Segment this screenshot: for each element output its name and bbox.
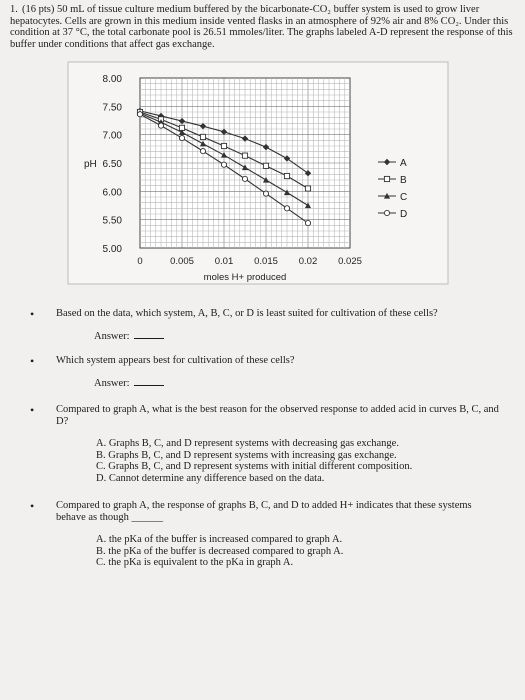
y-tick-label: 6.50 (102, 159, 122, 170)
x-tick-label: 0.02 (298, 256, 318, 267)
question-4 (30, 500, 500, 569)
x-tick-label: 0.01 (214, 256, 234, 267)
legend-label: D (400, 209, 408, 220)
question-intro (10, 4, 515, 50)
y-tick-label: 8.00 (102, 74, 122, 85)
data-point (221, 162, 226, 167)
y-tick-label: 6.00 (102, 187, 122, 199)
option-b: B. the pKa of the buffer is decreased compared to graph A. (96, 545, 344, 557)
bullet: • (30, 499, 35, 513)
x-tick-label: 0 (137, 256, 143, 267)
data-point (284, 173, 289, 178)
ph-chart-svg (60, 60, 460, 290)
data-point (242, 176, 247, 181)
answer-label: Answer: (94, 331, 130, 342)
option-list (56, 438, 500, 484)
question-3 (30, 404, 500, 484)
answer-line (56, 330, 500, 343)
option-d: D. Cannot determine any difference based on the data. (96, 472, 325, 484)
legend-label: C (400, 192, 408, 203)
data-point (263, 163, 268, 168)
x-tick-label: 0.005 (170, 256, 194, 267)
x-tick-label: 0.025 (338, 256, 362, 267)
legend-label: A (400, 158, 407, 169)
option-b: B. Graphs B, C, and D represent systems with increasing gas exchange. (96, 449, 397, 461)
option-list (56, 534, 500, 569)
y-tick-label: 5.00 (102, 244, 122, 255)
legend-marker (384, 210, 389, 215)
data-point (221, 143, 226, 148)
data-point (158, 123, 163, 128)
bullet: • (30, 307, 35, 321)
answer-blank[interactable] (134, 330, 164, 339)
x-tick-label: 0.015 (254, 256, 278, 267)
question-text: Compared to graph A, what is the best reason for the observed response to added acid in curves B, C, and D? (56, 404, 499, 427)
data-point (242, 153, 247, 158)
gridlines (140, 78, 350, 248)
question-1 (30, 308, 500, 343)
intro-text: (16 pts) 50 mL of tissue culture medium buffered by the bicarbonate-CO₂ buffer system is used to grow liver hepatocytes. Cells are grown in this medium inside vented flasks in an atmosphere of 92% air and 8% CO₂. Under this condition at 37 °C, the total carbonate pool is 26.51 mmoles/liter. The graphs labeled A-D represent the response of this buffer under conditions that affect gas exchange. (10, 4, 513, 50)
option-c: C. Graphs B, C, and D represent systems with initial different composition. (96, 461, 413, 472)
bullet: • (30, 403, 35, 417)
question-text: Which system appears best for cultivation of these cells? (56, 355, 295, 366)
option-c: C. the pKa is equivalent to the pKa in graph A. (96, 557, 294, 568)
x-axis-label: moles H+ produced (203, 272, 287, 283)
answer-line (56, 377, 500, 390)
legend-marker (384, 176, 389, 181)
questions (30, 308, 500, 569)
data-point (305, 220, 310, 225)
legend-label: B (400, 175, 407, 186)
y-axis-label: pH (84, 159, 97, 170)
answer-label: Answer: (94, 378, 130, 389)
option-a: A. the pKa of the buffer is increased compared to graph A. (96, 534, 343, 545)
y-tick-label: 5.50 (102, 215, 122, 227)
data-point (137, 112, 142, 117)
option-a: A. Graphs B, C, and D represent systems with decreasing gas exchange. (96, 438, 399, 449)
y-tick-label: 7.50 (102, 102, 122, 114)
data-point (179, 135, 184, 140)
data-point (305, 186, 310, 191)
question-2 (30, 355, 500, 390)
data-point (263, 191, 268, 196)
chart (60, 60, 460, 290)
question-text: Compared to graph A, the response of graphs B, C, and D to added H+ indicates that these systems behave as though ______ (56, 500, 472, 523)
question-text: Based on the data, which system, A, B, C, or D is least suited for cultivation of these cells? (56, 308, 438, 319)
bullet: • (30, 354, 35, 368)
answer-blank[interactable] (134, 377, 164, 386)
data-point (200, 134, 205, 139)
data-point (200, 149, 205, 154)
data-point (284, 206, 289, 211)
question-number: 1. (10, 4, 18, 15)
y-tick-label: 7.00 (102, 130, 122, 142)
